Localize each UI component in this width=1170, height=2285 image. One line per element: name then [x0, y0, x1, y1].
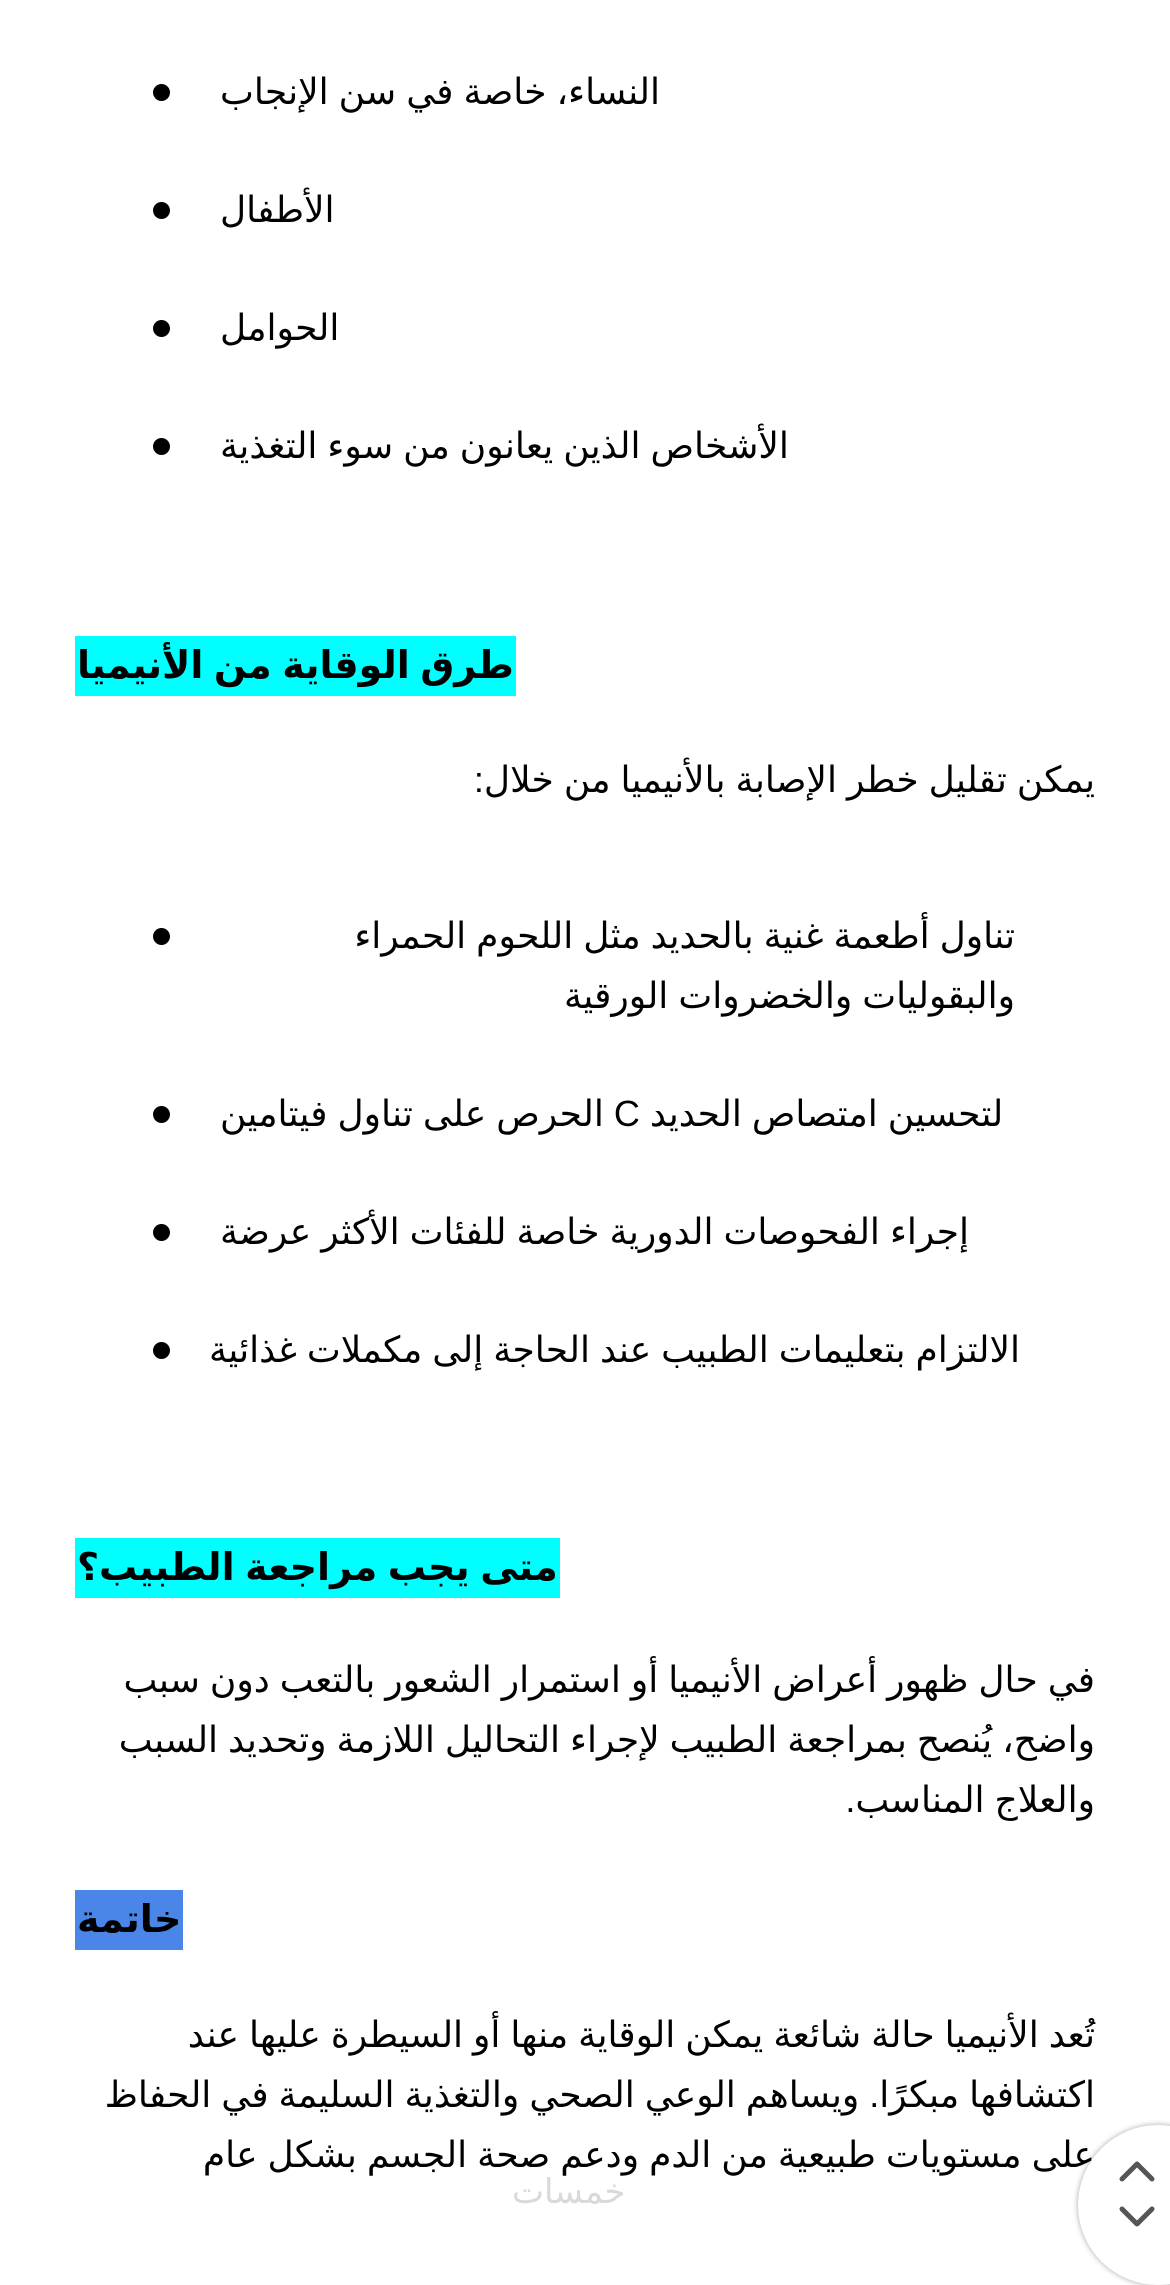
doctor-paragraph: في حال ظهور أعراض الأنيميا أو استمرار الشعور بالتعب دون سبب واضح، يُنصح بمراجعة الطبيب لإجراء التحاليل اللازمة وتحديد السبب والعلاج المناسب. — [118, 1659, 1095, 1820]
list-item — [0, 180, 1170, 240]
list-item-text: الأطفال — [220, 189, 335, 230]
list-item — [0, 1202, 1170, 1262]
list-item — [0, 298, 1170, 358]
section-heading-conclusion: خاتمة — [75, 1890, 183, 1950]
section-heading-prevention: طرق الوقاية من الأنيميا — [75, 636, 516, 696]
bullet-icon — [153, 1342, 170, 1359]
bullet-icon — [153, 320, 170, 337]
list-item — [0, 906, 1170, 1026]
list-item — [0, 416, 1170, 476]
list-item-text: الأشخاص الذين يعانون من سوء التغذية — [220, 425, 789, 466]
watermark: خمسات — [512, 2173, 626, 2211]
bullet-icon — [153, 1224, 170, 1241]
conclusion-paragraph: تُعد الأنيميا حالة شائعة يمكن الوقاية منها أو السيطرة عليها عند اكتشافها مبكرًا. ويساهم الوعي الصحي والتغذية السليمة في الحفاظ على مستويات طبيعية من الدم ودعم صحة الجسم بشكل عام — [104, 2014, 1095, 2175]
list-item — [0, 1084, 1170, 1144]
bullet-icon — [153, 84, 170, 101]
list-item-text: تناول أطعمة غنية بالحديد مثل اللحوم الحمراء والبقوليات والخضروات الورقية — [354, 915, 1015, 1016]
list-item-text: النساء، خاصة في سن الإنجاب — [220, 71, 660, 112]
bullet-icon — [153, 1106, 170, 1123]
prevention-intro: يمكن تقليل خطر الإصابة بالأنيميا من خلال: — [473, 759, 1095, 800]
chevron-down-icon[interactable] — [1118, 2203, 1156, 2231]
list-item-text: الالتزام بتعليمات الطبيب عند الحاجة إلى مكملات غذائية — [208, 1329, 1020, 1370]
list-item-text: لتحسين امتصاص الحديد C الحرص على تناول فيتامين — [220, 1093, 1004, 1134]
bullet-icon — [153, 928, 170, 945]
bullet-icon — [153, 438, 170, 455]
list-item-text: الحوامل — [220, 307, 340, 348]
list-item — [0, 1320, 1170, 1380]
bullet-icon — [153, 202, 170, 219]
chevron-up-icon[interactable] — [1118, 2157, 1156, 2185]
list-item — [0, 62, 1170, 122]
list-item-text: إجراء الفحوصات الدورية خاصة للفئات الأكثر عرضة — [220, 1211, 969, 1252]
section-heading-doctor: متى يجب مراجعة الطبيب؟ — [75, 1538, 560, 1598]
